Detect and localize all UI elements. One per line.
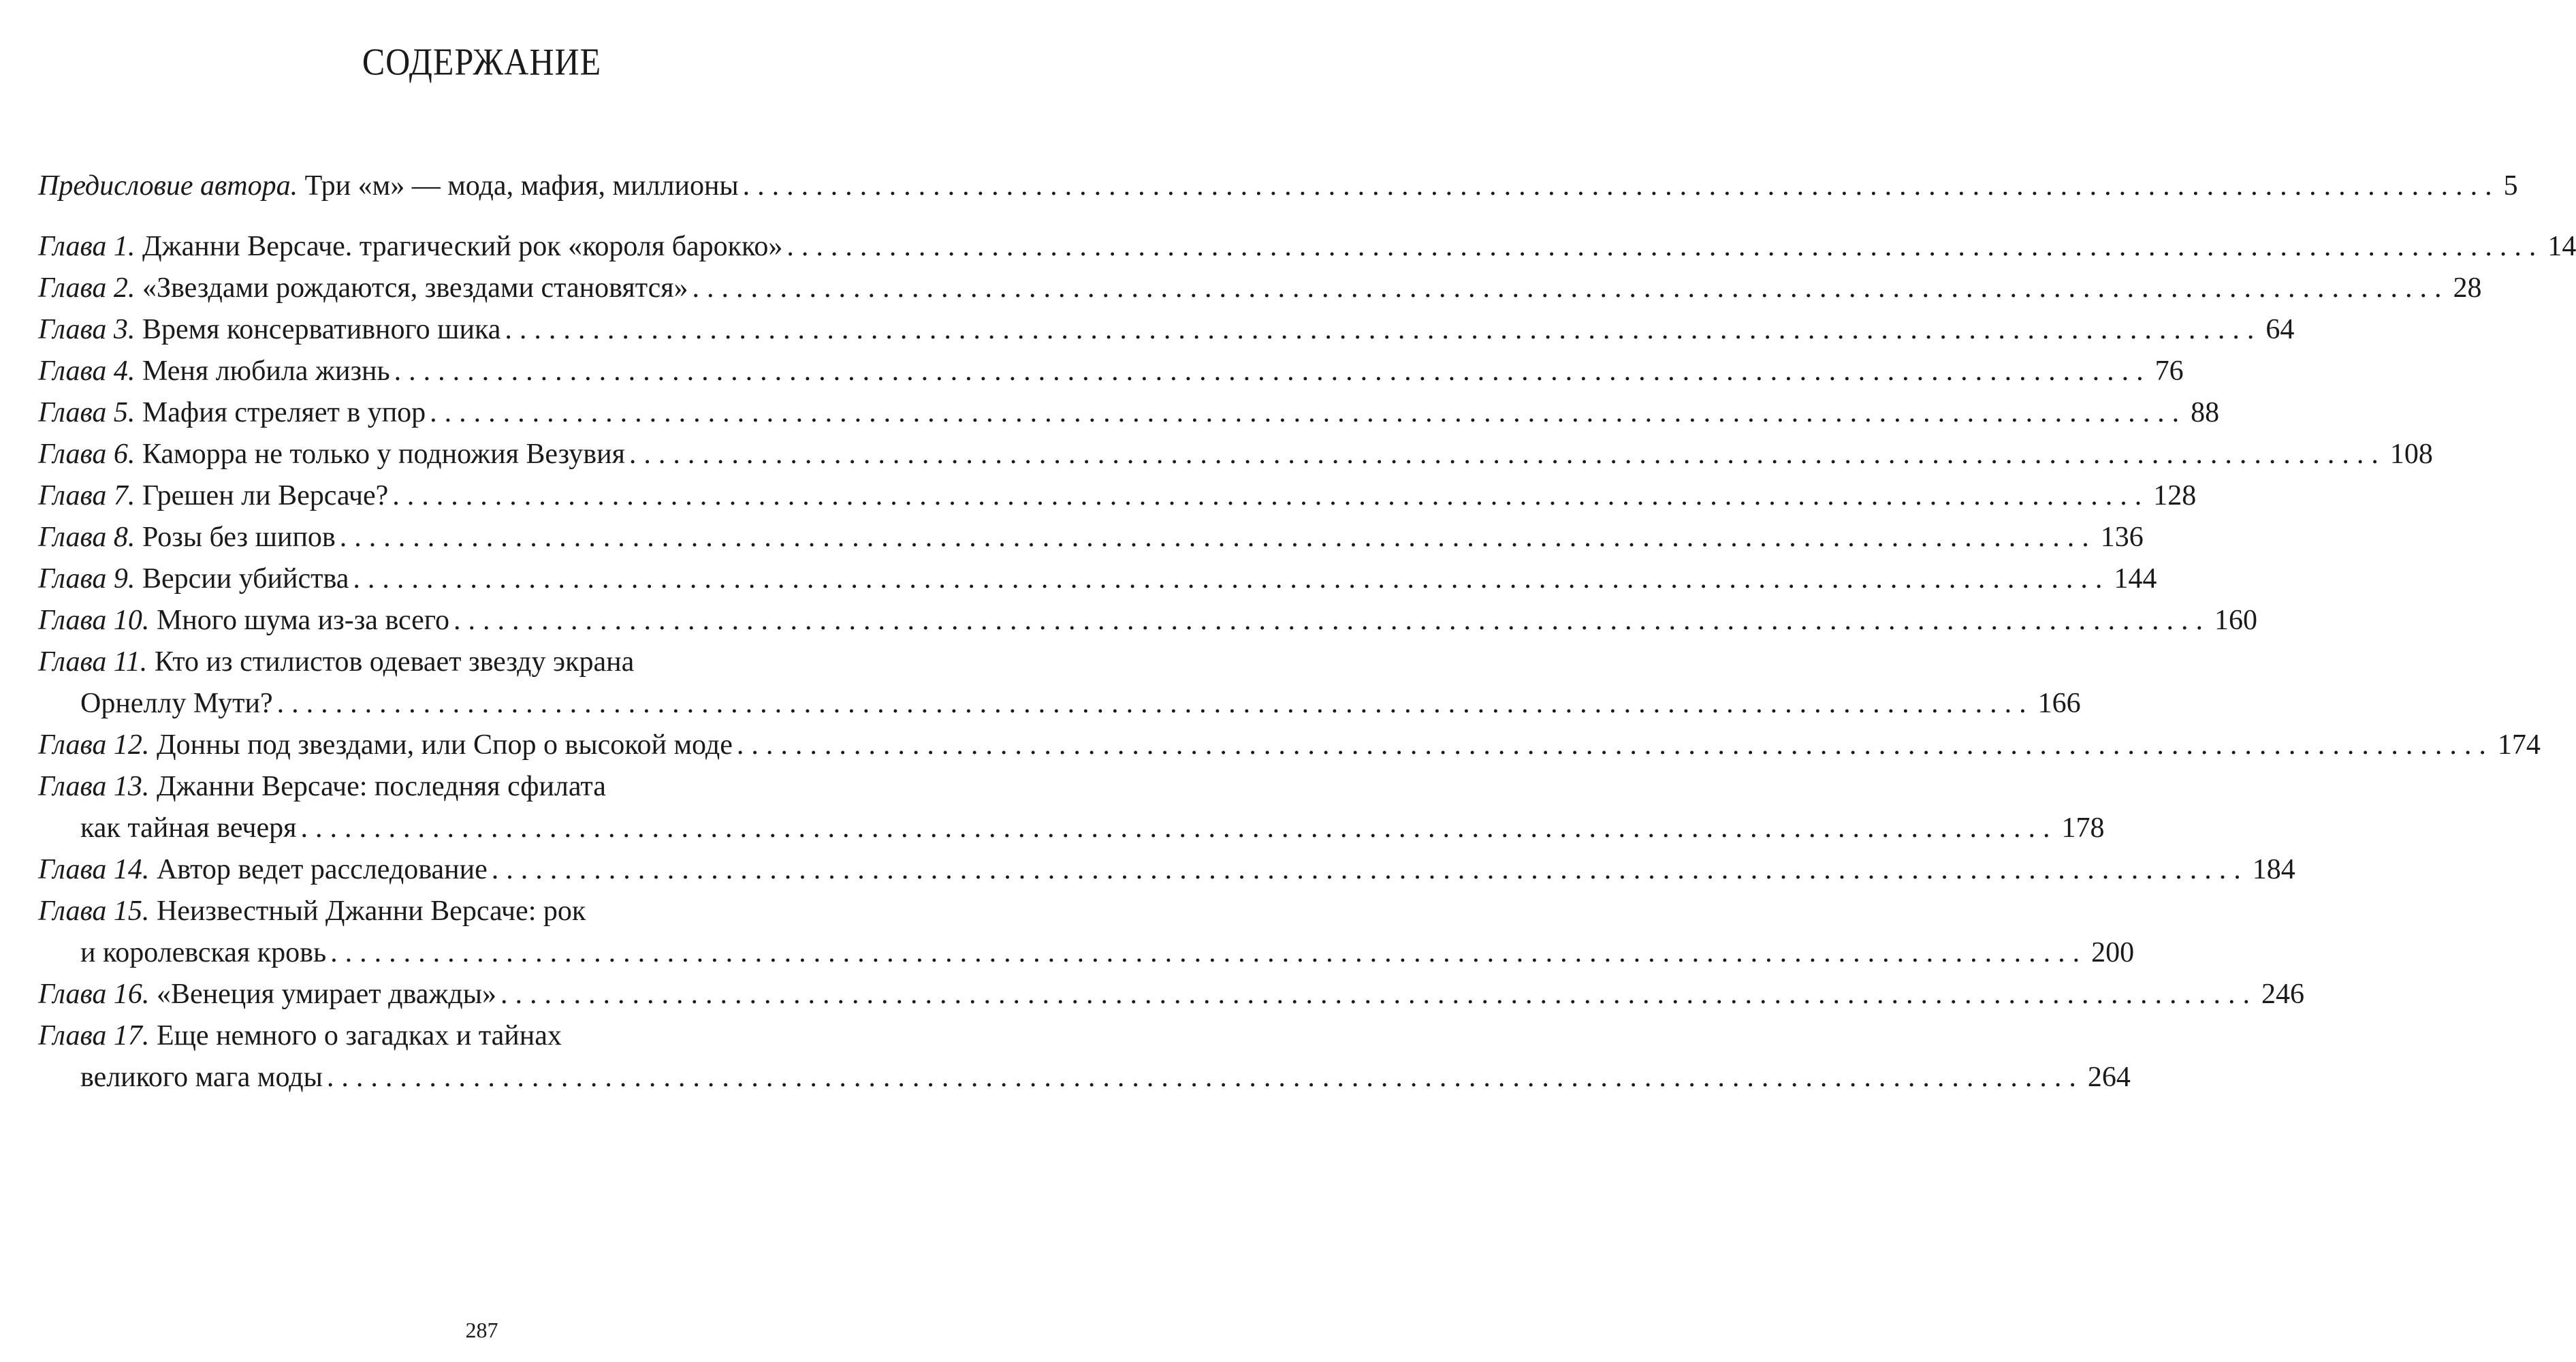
toc-line (38, 808, 2105, 849)
entry-title: и королевская кровь (80, 937, 327, 968)
toc-entry-chapter-6 (38, 434, 2433, 475)
toc-line (38, 226, 2576, 268)
entry-label: Глава 16. (38, 979, 150, 1010)
entry-title: Каморра не только у подножия Везувия (142, 439, 625, 470)
dot-leader: ........................................................................................................................ (505, 314, 2262, 345)
entry-title: Неизвестный Джанни Версаче: рок (156, 896, 586, 927)
entry-title: как тайная вечеря (80, 812, 297, 844)
entry-page-number: 144 (2114, 563, 2157, 595)
toc-line (38, 392, 2220, 434)
entry-title: Еще немного о загадках и тайнах (156, 1020, 562, 1051)
dot-leader: ........................................................................................................................ (392, 480, 2150, 511)
entry-title: Мафия стреляет в упор (142, 397, 426, 428)
entry-label: Глава 14. (38, 854, 150, 885)
toc-line (38, 766, 918, 808)
dot-leader: ........................................................................................................................ (786, 231, 2544, 262)
entry-title: Грешен ли Версаче? (142, 480, 389, 511)
toc-line (38, 849, 2295, 891)
entry-label: Глава 5. (38, 397, 136, 428)
entry-page-number: 14 (2547, 231, 2576, 262)
dot-leader: ........................................................................................................................ (276, 688, 2034, 719)
dot-leader: ........................................................................................................................ (326, 1062, 2084, 1093)
dot-leader: ........................................................................................................................ (353, 563, 2110, 595)
dot-leader: ........................................................................................................................ (736, 729, 2494, 761)
toc-entry-chapter-15 (38, 891, 2135, 974)
toc-entry-chapter-3 (38, 309, 2295, 351)
entry-label: Глава 6. (38, 439, 136, 470)
page-heading: СОДЕРЖАНИЕ (362, 40, 602, 83)
dot-leader: ........................................................................................................................ (742, 170, 2500, 202)
toc-line (38, 517, 2144, 558)
entry-label: Глава 1. (38, 231, 136, 262)
entry-label: Глава 2. (38, 272, 136, 304)
entry-label: Глава 17. (38, 1020, 150, 1051)
toc-line (38, 434, 2433, 475)
entry-page-number: 200 (2091, 937, 2135, 968)
toc-line (38, 268, 2482, 309)
toc-entry-chapter-11 (38, 642, 2081, 725)
entry-label: Глава 12. (38, 729, 150, 761)
entry-label: Предисловие автора. (38, 170, 298, 202)
dot-leader: ........................................................................................................................ (430, 397, 2187, 428)
entry-page-number: 28 (2453, 272, 2482, 304)
dot-leader: ........................................................................................................................ (629, 439, 2386, 470)
entry-label: Глава 13. (38, 771, 150, 802)
entry-page-number: 166 (2037, 688, 2081, 719)
toc-line (38, 932, 2135, 974)
entry-page-number: 178 (2061, 812, 2105, 844)
entry-label: Глава 7. (38, 480, 136, 511)
page-number: 287 (465, 1318, 498, 1342)
entry-page-number: 64 (2265, 314, 2295, 345)
dot-leader: ........................................................................................................................ (500, 979, 2258, 1010)
toc-entry-chapter-14 (38, 849, 2295, 891)
toc-entry-chapter-8 (38, 517, 2144, 558)
entry-page-number: 184 (2252, 854, 2295, 885)
toc-entry-chapter-12 (38, 725, 2541, 766)
toc-entry-chapter-10 (38, 600, 2258, 642)
entry-label: Глава 9. (38, 563, 136, 595)
entry-title: «Венеция умирает дважды» (156, 979, 497, 1010)
toc-line (38, 974, 2305, 1015)
entry-title: Розы без шипов (142, 522, 336, 553)
toc-entry-chapter-2 (38, 268, 2482, 309)
dot-leader: ........................................................................................................................ (300, 812, 2058, 844)
entry-page-number: 136 (2100, 522, 2144, 553)
toc-entry-preface (38, 165, 2518, 207)
entry-page-number: 88 (2191, 397, 2220, 428)
table-of-contents (38, 165, 2576, 1098)
dot-leader: ........................................................................................................................ (692, 272, 2449, 304)
toc-line (38, 475, 2197, 517)
entry-page-number: 246 (2261, 979, 2305, 1010)
toc-line (38, 725, 2541, 766)
entry-title: Время консервативного шика (142, 314, 501, 345)
toc-line (38, 558, 2157, 600)
dot-leader: ........................................................................................................................ (454, 605, 2211, 636)
toc-entry-chapter-17 (38, 1015, 2131, 1098)
toc-entry-chapter-1 (38, 226, 2576, 268)
entry-label: Глава 4. (38, 355, 136, 387)
entry-title: Донны под звездами, или Спор о высокой моде (156, 729, 733, 761)
entry-title: Орнеллу Мути? (80, 688, 273, 719)
toc-entry-chapter-7 (38, 475, 2197, 517)
chapter-list (38, 226, 2576, 1098)
entry-title: Меня любила жизнь (142, 355, 390, 387)
entry-title: Кто из стилистов одевает звезду экрана (154, 646, 635, 678)
entry-label: Глава 3. (38, 314, 136, 345)
toc-entry-chapter-13 (38, 766, 2105, 849)
entry-title: «Звездами рождаются, звездами становятся» (142, 272, 688, 304)
toc-entry-chapter-9 (38, 558, 2157, 600)
toc-line (38, 642, 918, 683)
toc-entry-chapter-16 (38, 974, 2305, 1015)
entry-title: Три «м» — мода, мафия, миллионы (304, 170, 739, 202)
toc-entry-chapter-5 (38, 392, 2220, 434)
toc-line (38, 1015, 918, 1057)
entry-title: Джанни Версаче. трагический рок «короля барокко» (142, 231, 783, 262)
entry-title: Версии убийства (142, 563, 349, 595)
entry-page-number: 174 (2497, 729, 2541, 761)
toc-line (38, 600, 2258, 642)
entry-label: Глава 8. (38, 522, 136, 553)
toc-entry-chapter-4 (38, 351, 2184, 392)
toc-line (38, 891, 918, 932)
toc-line (38, 351, 2184, 392)
dot-leader: ........................................................................................................................ (394, 355, 2151, 387)
entry-label: Глава 11. (38, 646, 148, 678)
toc-line (38, 309, 2295, 351)
entry-title: Много шума из-за всего (156, 605, 450, 636)
entry-title: великого мага моды (80, 1062, 323, 1093)
entry-page-number: 160 (2214, 605, 2258, 636)
dot-leader: ........................................................................................................................ (330, 937, 2088, 968)
dot-leader: ........................................................................................................................ (491, 854, 2248, 885)
toc-line (38, 165, 2518, 207)
entry-label: Глава 15. (38, 896, 150, 927)
entry-page-number: 264 (2087, 1062, 2131, 1093)
entry-page-number: 128 (2153, 480, 2197, 511)
toc-line (38, 1057, 2131, 1098)
entry-title: Джанни Версаче: последняя сфилата (156, 771, 606, 802)
dot-leader: ........................................................................................................................ (339, 522, 2097, 553)
entry-page-number: 108 (2389, 439, 2433, 470)
toc-line (38, 683, 2081, 725)
entry-label: Глава 10. (38, 605, 150, 636)
entry-title: Автор ведет расследование (156, 854, 488, 885)
entry-page-number: 76 (2154, 355, 2184, 387)
entry-page-number: 5 (2503, 170, 2518, 202)
